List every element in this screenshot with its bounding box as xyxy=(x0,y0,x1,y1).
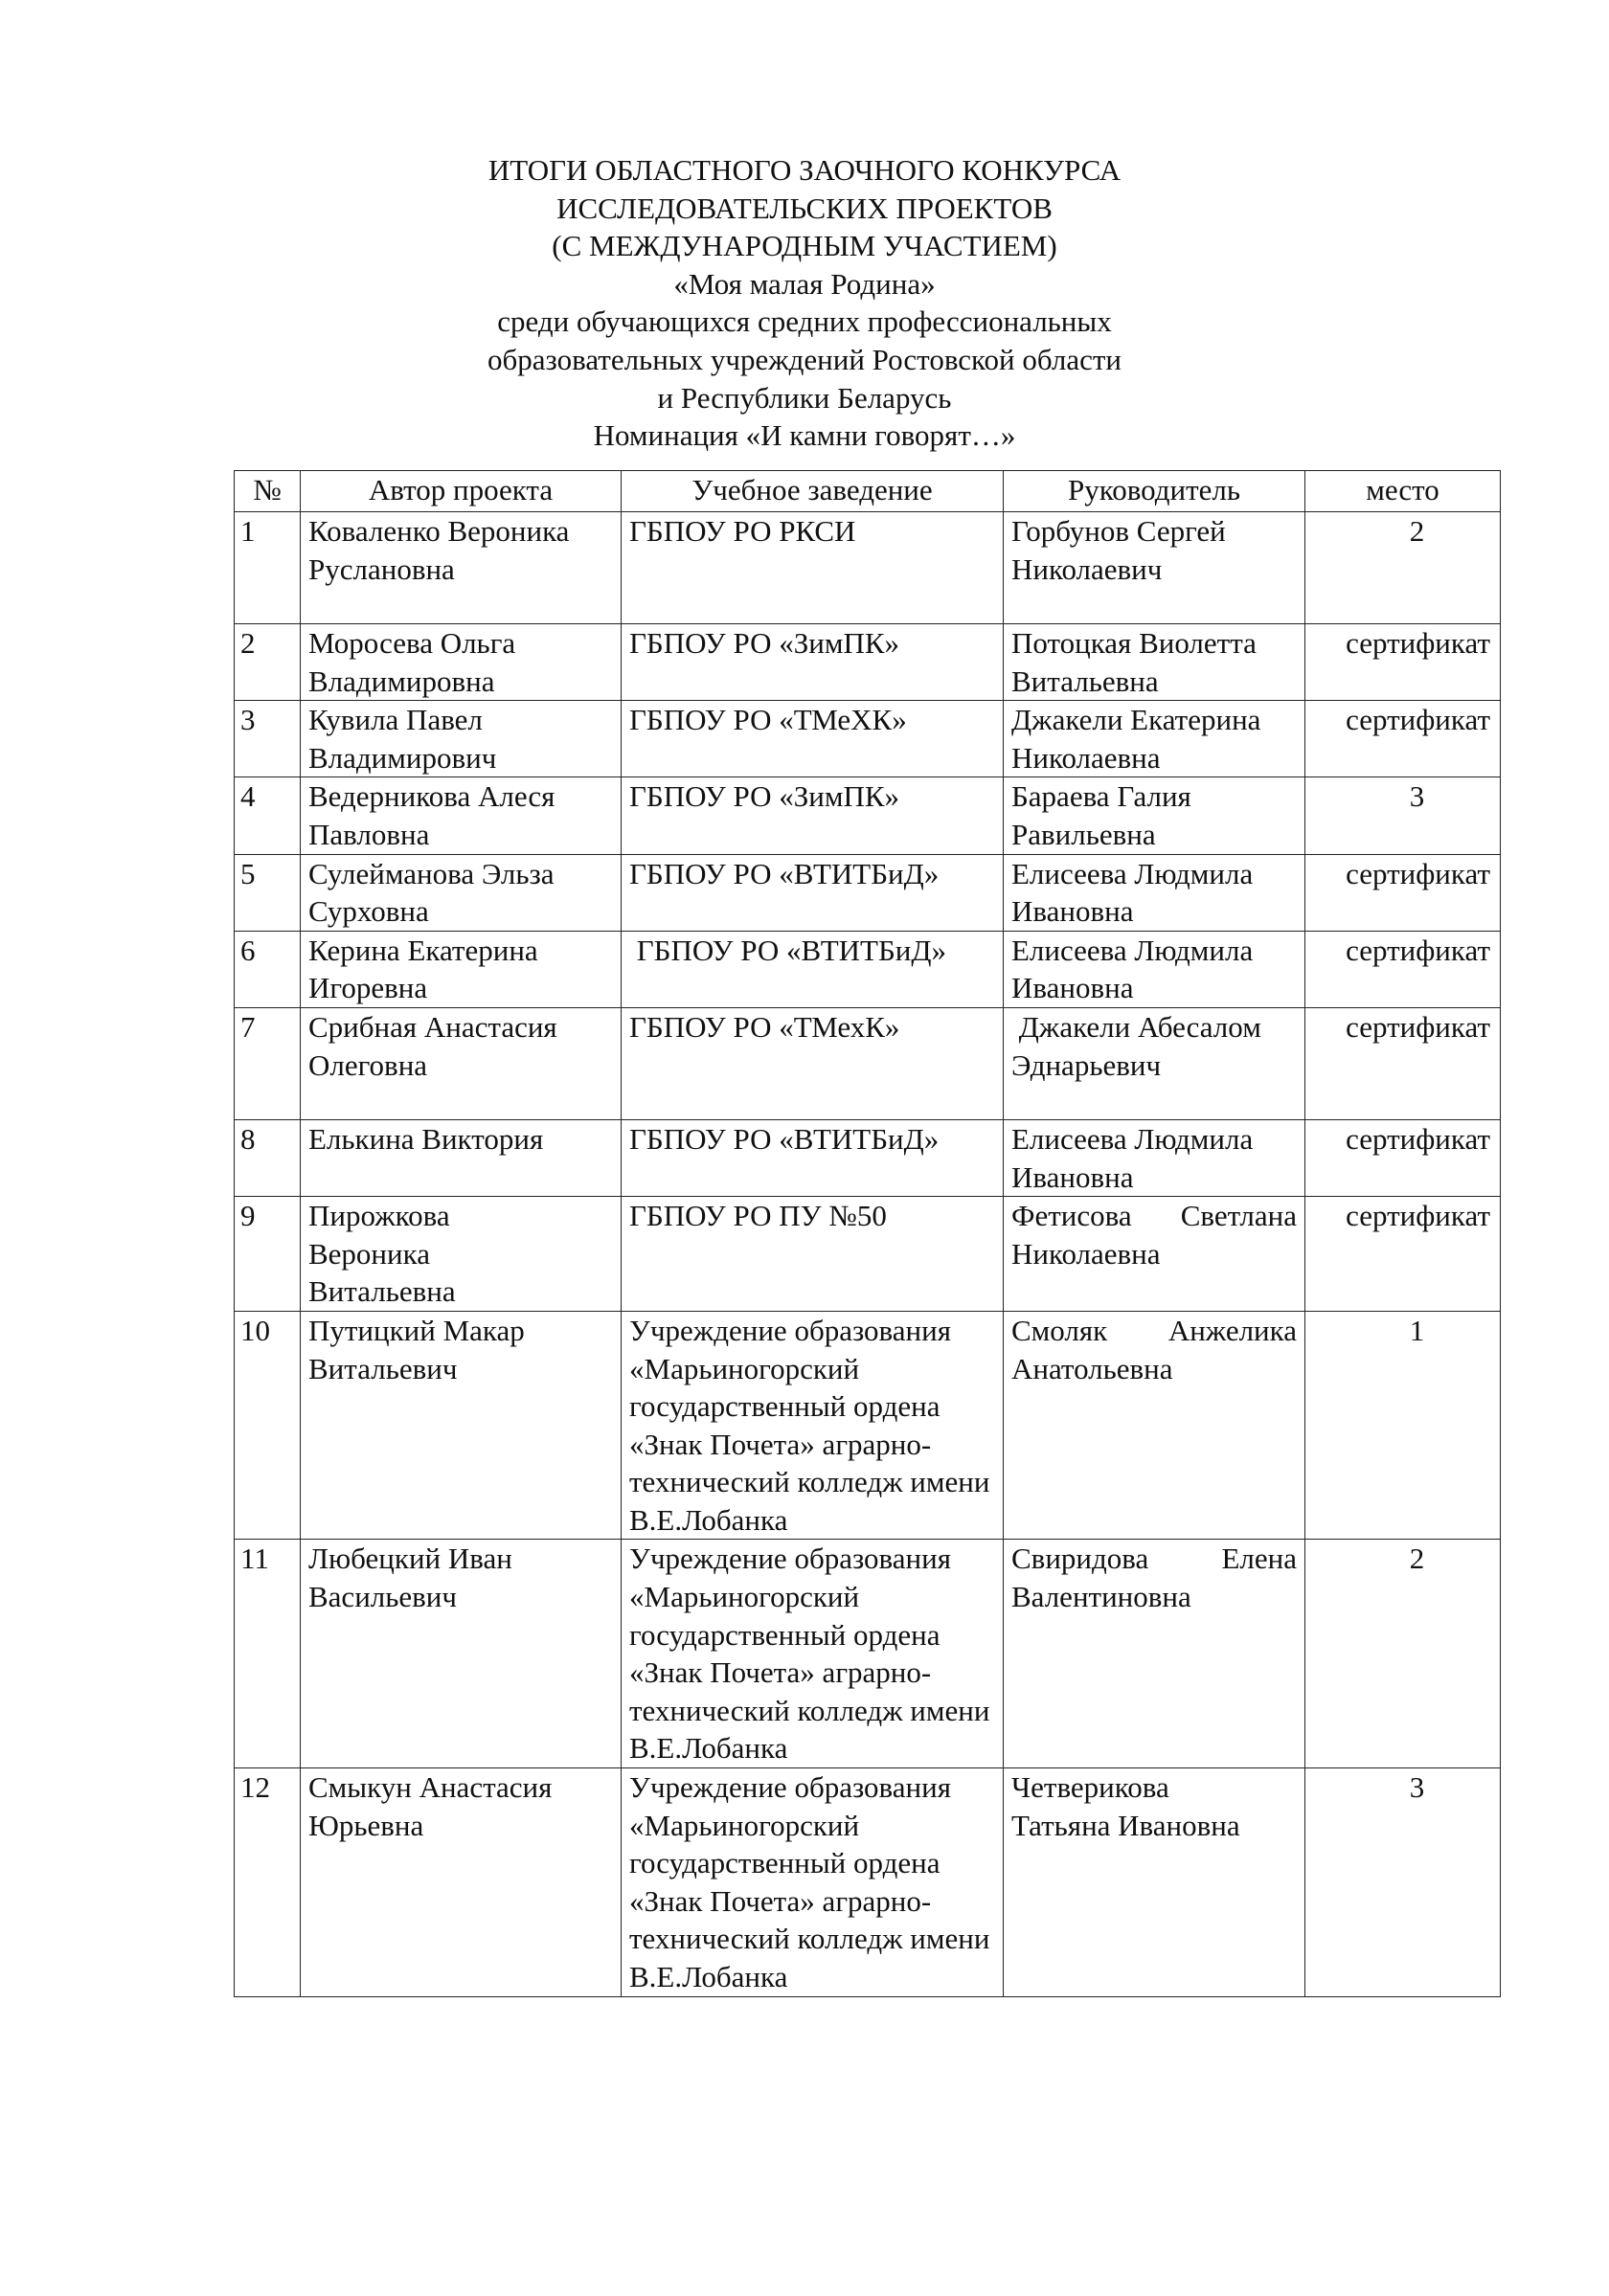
cell-num: 4 xyxy=(235,777,301,854)
cell-place: 3 xyxy=(1305,777,1501,854)
cell-num: 12 xyxy=(235,1768,301,1997)
nomination-line: Номинация «И камни говорят…» xyxy=(593,418,1016,453)
cell-num: 8 xyxy=(235,1119,301,1196)
cell-author: Срибная Анастасия Олеговна xyxy=(301,1007,622,1119)
table-row xyxy=(235,1768,1501,1997)
cell-school: ГБПОУ РО «ЗимПК» xyxy=(622,777,1004,854)
cell-school: ГБПОУ РО ПУ №50 xyxy=(622,1197,1004,1312)
cell-supervisor: Джакели Абесалом Эднарьевич xyxy=(1004,1007,1305,1119)
table-row xyxy=(235,1197,1501,1312)
cell-school: Учреждение образования «Марьиногорский государственный ордена «Знак Почета» аграрно-технический колледж имени В.Е.Лобанка xyxy=(622,1311,1004,1540)
cell-place: сертификат xyxy=(1305,1197,1501,1312)
cell-supervisor-text: Фетисова Светлана Николаевна xyxy=(1011,1199,1297,1271)
cell-supervisor xyxy=(1004,1540,1305,1768)
cell-num: 10 xyxy=(235,1311,301,1540)
table-row xyxy=(235,931,1501,1007)
cell-supervisor-text: Свиридова Елена Валентиновна xyxy=(1011,1542,1297,1614)
cell-place: сертификат xyxy=(1305,701,1501,777)
cell-place: сертификат xyxy=(1305,1007,1501,1119)
document-header xyxy=(0,151,1609,455)
cell-author: Смыкун Анастасия Юрьевна xyxy=(301,1768,622,1997)
cell-author: Ведерникова Алеся Павловна xyxy=(301,777,622,854)
cell-author: Любецкий Иван Васильевич xyxy=(301,1540,622,1768)
title-line-5: среди обучающихся средних профессиональных xyxy=(497,304,1112,339)
cell-author: Путицкий Макар Витальевич xyxy=(301,1311,622,1540)
cell-supervisor-text: Смоляк Анжелика Анатольевна xyxy=(1011,1313,1297,1385)
title-line-4: «Моя малая Родина» xyxy=(673,266,936,301)
cell-num: 11 xyxy=(235,1540,301,1768)
cell-supervisor xyxy=(1004,1311,1305,1540)
table-row xyxy=(235,701,1501,777)
header-supervisor: Руководитель xyxy=(1004,471,1305,512)
cell-num: 9 xyxy=(235,1197,301,1312)
cell-author: Кувила Павел Владимирович xyxy=(301,701,622,777)
cell-school: ГБПОУ РО «ТМехК» xyxy=(622,1007,1004,1119)
cell-num: 5 xyxy=(235,854,301,931)
cell-school: ГБПОУ РО «ЗимПК» xyxy=(622,624,1004,701)
cell-supervisor xyxy=(1004,1197,1305,1312)
header-school: Учебное заведение xyxy=(622,471,1004,512)
cell-school: ГБПОУ РО «ВТИТБиД» xyxy=(622,1119,1004,1196)
cell-num: 2 xyxy=(235,624,301,701)
table-row xyxy=(235,1007,1501,1119)
cell-supervisor: Джакели Екатерина Николаевна xyxy=(1004,701,1305,777)
title-line-2: ИССЛЕДОВАТЕЛЬСКИХ ПРОЕКТОВ xyxy=(556,191,1053,225)
header-place: место xyxy=(1305,471,1501,512)
title-line-7: и Республики Беларусь xyxy=(657,380,952,415)
cell-place: сертификат xyxy=(1305,931,1501,1007)
cell-supervisor: Бараева Галия Равильевна xyxy=(1004,777,1305,854)
cell-school: ГБПОУ РО «ВТИТБиД» xyxy=(622,931,1004,1007)
cell-school: ГБПОУ РО «ВТИТБиД» xyxy=(622,854,1004,931)
cell-school: ГБПОУ РО «ТМеХК» xyxy=(622,701,1004,777)
cell-author: Пирожкова Вероника Витальевна xyxy=(301,1197,622,1312)
table-row xyxy=(235,1119,1501,1196)
cell-num: 1 xyxy=(235,512,301,624)
cell-supervisor: Горбунов Сергей Николаевич xyxy=(1004,512,1305,624)
header-author: Автор проекта xyxy=(301,471,622,512)
table-row xyxy=(235,1311,1501,1540)
cell-supervisor: Елисеева Людмила Ивановна xyxy=(1004,931,1305,1007)
results-table xyxy=(234,470,1501,1997)
cell-place: сертификат xyxy=(1305,854,1501,931)
cell-author: Коваленко Вероника Руслановна xyxy=(301,512,622,624)
table-header-row xyxy=(235,471,1501,512)
cell-num: 3 xyxy=(235,701,301,777)
cell-place: 2 xyxy=(1305,512,1501,624)
cell-supervisor: Елисеева Людмила Ивановна xyxy=(1004,1119,1305,1196)
table-row xyxy=(235,1540,1501,1768)
title-line-6: образовательных учреждений Ростовской области xyxy=(487,342,1122,376)
table-row xyxy=(235,512,1501,624)
table-row xyxy=(235,777,1501,854)
cell-author: Елькина Виктория xyxy=(301,1119,622,1196)
cell-num: 6 xyxy=(235,931,301,1007)
cell-school: Учреждение образования «Марьиногорский государственный ордена «Знак Почета» аграрно-технический колледж имени В.Е.Лобанка xyxy=(622,1540,1004,1768)
cell-place: 2 xyxy=(1305,1540,1501,1768)
cell-place: сертификат xyxy=(1305,624,1501,701)
cell-place: сертификат xyxy=(1305,1119,1501,1196)
title-line-3: (С МЕЖДУНАРОДНЫМ УЧАСТИЕМ) xyxy=(552,229,1057,263)
title-line-1: ИТОГИ ОБЛАСТНОГО ЗАОЧНОГО КОНКУРСА xyxy=(487,153,1122,187)
cell-school: Учреждение образования «Марьиногорский государственный ордена «Знак Почета» аграрно-технический колледж имени В.Е.Лобанка xyxy=(622,1768,1004,1997)
cell-supervisor: Четверикова Татьяна Ивановна xyxy=(1004,1768,1305,1997)
cell-supervisor: Потоцкая Виолетта Витальевна xyxy=(1004,624,1305,701)
cell-place: 3 xyxy=(1305,1768,1501,1997)
table-row xyxy=(235,854,1501,931)
cell-author: Сулейманова Эльза Сурховна xyxy=(301,854,622,931)
cell-place: 1 xyxy=(1305,1311,1501,1540)
cell-author: Моросева Ольга Владимировна xyxy=(301,624,622,701)
cell-supervisor: Елисеева Людмила Ивановна xyxy=(1004,854,1305,931)
table-row xyxy=(235,624,1501,701)
cell-school: ГБПОУ РО РКСИ xyxy=(622,512,1004,624)
header-num: № xyxy=(235,471,301,512)
cell-author: Керина Екатерина Игоревна xyxy=(301,931,622,1007)
cell-num: 7 xyxy=(235,1007,301,1119)
